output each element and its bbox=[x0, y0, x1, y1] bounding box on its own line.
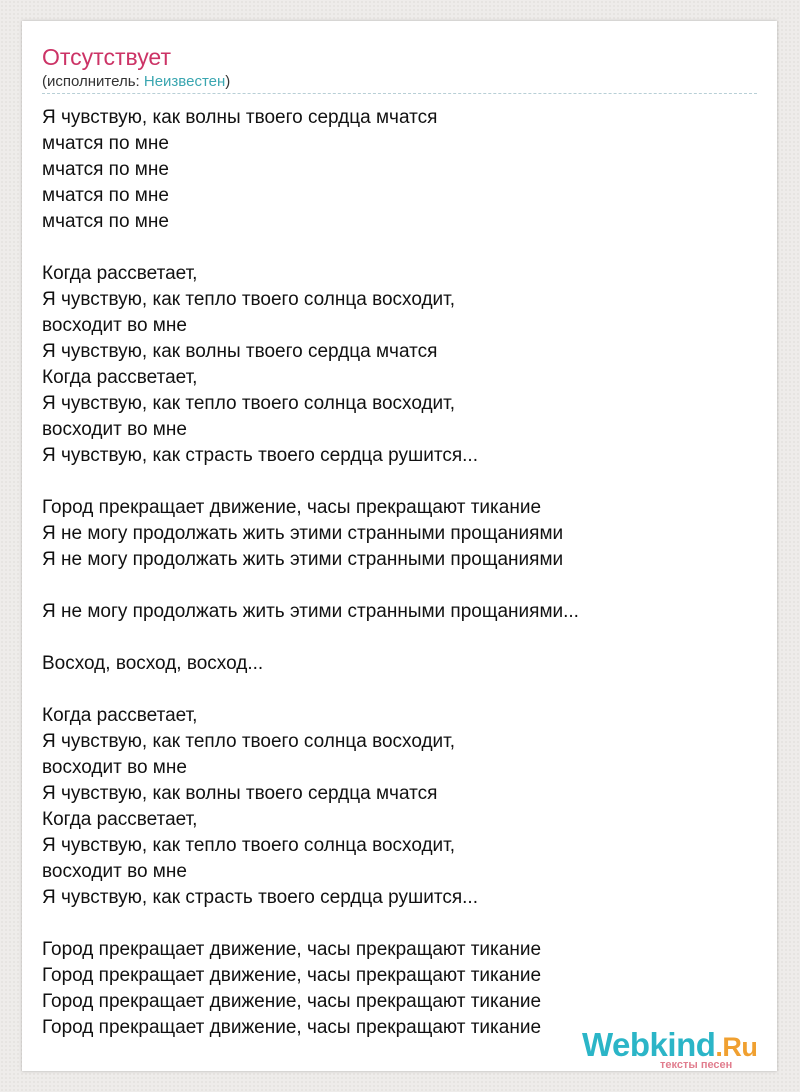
logo-tagline: тексты песен bbox=[660, 1059, 733, 1071]
lyric-line: мчатся по мне bbox=[42, 159, 169, 180]
song-title: Отсутствует bbox=[42, 44, 171, 70]
lyric-line: Я чувствую, как тепло твоего солнца восходит, bbox=[42, 731, 456, 752]
lyric-line: Я не могу продолжать жить этими странными прощаниями... bbox=[42, 601, 579, 622]
artist-suffix: ) bbox=[225, 73, 231, 90]
artist-link[interactable]: Неизвестен bbox=[143, 73, 226, 90]
lyric-line: Я чувствую, как страсть твоего сердца рушится... bbox=[42, 887, 478, 908]
lyric-line: мчатся по мне bbox=[42, 211, 169, 232]
lyric-line: восходит во мне bbox=[42, 419, 187, 440]
webkind-logo[interactable] bbox=[582, 1025, 777, 1071]
lyric-line: Город прекращает движение, часы прекращают тикание bbox=[42, 991, 542, 1012]
stanza-break bbox=[42, 911, 752, 937]
lyric-line: мчатся по мне bbox=[42, 133, 169, 154]
lyric-line: Я чувствую, как тепло твоего солнца восходит, bbox=[42, 835, 456, 856]
lyric-line: восходит во мне bbox=[42, 861, 187, 882]
lyric-line: Город прекращает движение, часы прекращают тикание bbox=[42, 497, 542, 518]
logo-main-text: Webkind bbox=[582, 1026, 716, 1063]
lyric-line: восходит во мне bbox=[42, 757, 187, 778]
stanza-break bbox=[42, 573, 752, 599]
lyric-line: Я не могу продолжать жить этими странными прощаниями bbox=[42, 523, 564, 544]
lyric-line: восходит во мне bbox=[42, 315, 187, 336]
title-divider bbox=[42, 93, 757, 94]
lyric-line: Когда рассветает, bbox=[42, 367, 198, 388]
lyric-line: Я не могу продолжать жить этими странными прощаниями bbox=[42, 549, 564, 570]
stanza-break bbox=[42, 469, 752, 495]
artist-prefix: (исполнитель: bbox=[42, 73, 144, 90]
lyrics-card bbox=[22, 21, 777, 1071]
lyric-line: Восход, восход, восход... bbox=[42, 653, 264, 674]
lyric-line: Я чувствую, как волны твоего сердца мчатся bbox=[42, 783, 438, 804]
lyrics-body bbox=[42, 105, 752, 1041]
lyric-line: Я чувствую, как тепло твоего солнца восходит, bbox=[42, 393, 456, 414]
stanza-break bbox=[42, 235, 752, 261]
lyric-line: Когда рассветает, bbox=[42, 705, 198, 726]
lyric-line: Город прекращает движение, часы прекращают тикание bbox=[42, 1017, 542, 1038]
lyric-line: Я чувствую, как волны твоего сердца мчатся bbox=[42, 341, 438, 362]
lyric-line: Я чувствую, как тепло твоего солнца восходит, bbox=[42, 289, 456, 310]
lyric-line: мчатся по мне bbox=[42, 185, 169, 206]
lyric-line: Когда рассветает, bbox=[42, 263, 198, 284]
lyric-line: Я чувствую, как волны твоего сердца мчатся bbox=[42, 107, 438, 128]
stanza-break bbox=[42, 677, 752, 703]
artist-line bbox=[42, 73, 230, 91]
lyric-line: Когда рассветает, bbox=[42, 809, 198, 830]
lyric-line: Город прекращает движение, часы прекращают тикание bbox=[42, 939, 542, 960]
lyric-line: Город прекращает движение, часы прекращают тикание bbox=[42, 965, 542, 986]
stanza-break bbox=[42, 625, 752, 651]
logo-suffix-text: .Ru bbox=[715, 1032, 758, 1062]
lyric-line: Я чувствую, как страсть твоего сердца рушится... bbox=[42, 445, 478, 466]
